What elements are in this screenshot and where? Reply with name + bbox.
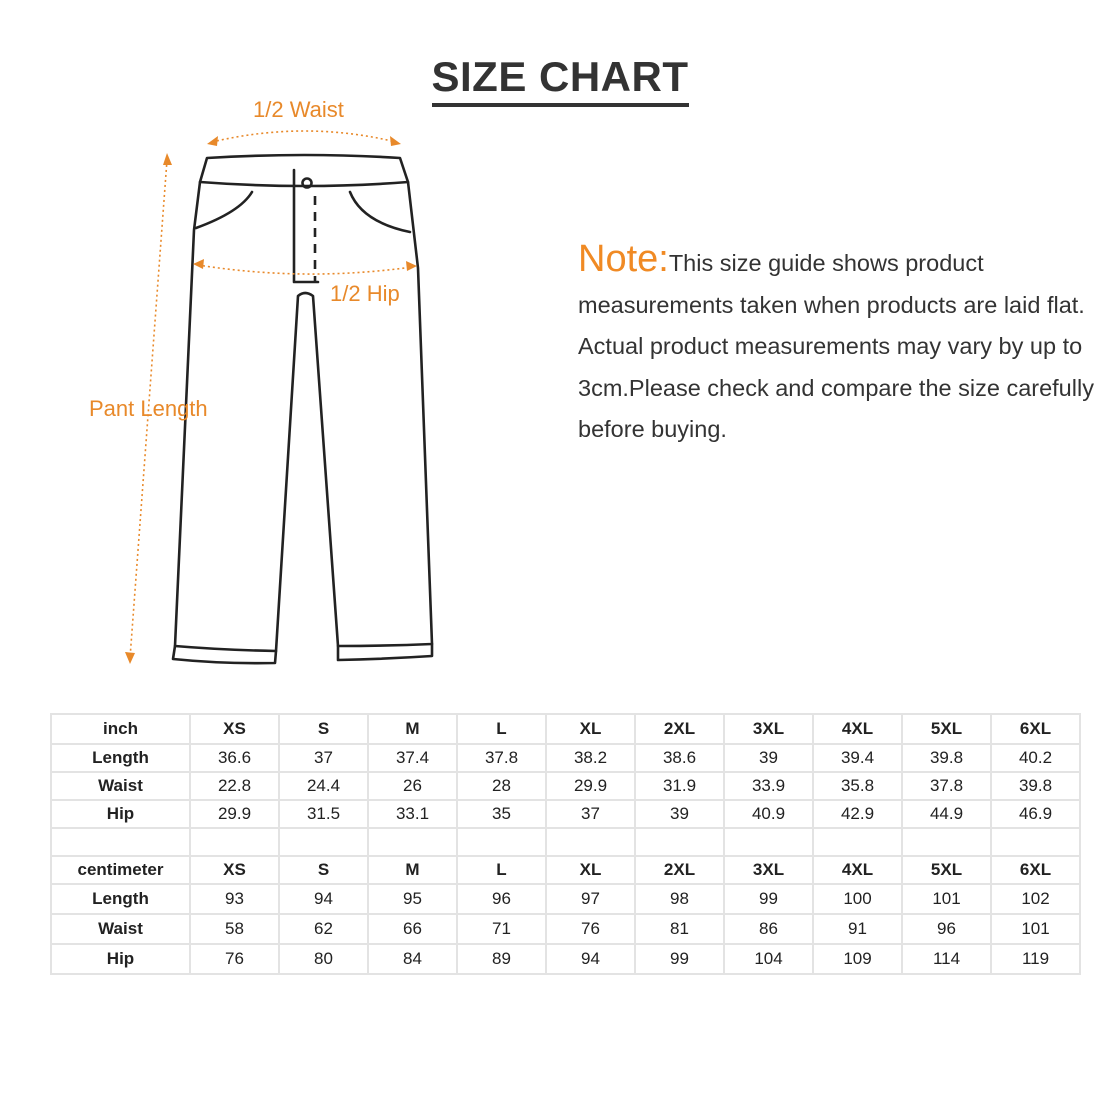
size-header: 5XL [903,857,992,885]
table-cell: 99 [725,885,814,915]
table-cell: 26 [369,773,458,801]
table-cell: 119 [992,945,1081,975]
table-cell: 102 [992,885,1081,915]
spacer-cell [50,829,191,857]
pant-length-label: Pant Length [89,396,208,421]
table-cell: 29.9 [191,801,280,829]
pants-diagram [0,0,560,700]
table-cell: 58 [191,915,280,945]
table-cell: 46.9 [992,801,1081,829]
table-cell: 44.9 [903,801,992,829]
row-label: Hip [50,945,191,975]
table-cell: 36.6 [191,745,280,773]
row-label: Waist [50,915,191,945]
table-row [50,745,1081,773]
spacer-cell [280,829,369,857]
size-header: XL [547,713,636,745]
table-cell: 101 [992,915,1081,945]
table-row [50,801,1081,829]
table-cell: 29.9 [547,773,636,801]
table-cell: 35 [458,801,547,829]
size-header: 6XL [992,713,1081,745]
spacer-cell [369,829,458,857]
spacer-cell [547,829,636,857]
size-header: 4XL [814,713,903,745]
table-cell: 96 [903,915,992,945]
table-cell: 33.9 [725,773,814,801]
table-cell: 39 [636,801,725,829]
table-cell: 39 [725,745,814,773]
table-cell: 39.4 [814,745,903,773]
table-cell: 37 [280,745,369,773]
table-cell: 98 [636,885,725,915]
size-header: S [280,857,369,885]
size-table [50,713,1081,975]
table-cell: 37.8 [458,745,547,773]
table-cell: 99 [636,945,725,975]
table-cell: 81 [636,915,725,945]
size-header: 3XL [725,713,814,745]
table-row [50,773,1081,801]
table-cell: 40.2 [992,745,1081,773]
table-cell: 76 [547,915,636,945]
table-cell: 37.4 [369,745,458,773]
size-header: 4XL [814,857,903,885]
size-header: 6XL [992,857,1081,885]
table-row [50,885,1081,915]
table-cell: 95 [369,885,458,915]
table-cell: 24.4 [280,773,369,801]
table-cell: 37 [547,801,636,829]
table-cell: 84 [369,945,458,975]
spacer-cell [903,829,992,857]
table-spacer-row [50,829,1081,857]
table-cell: 91 [814,915,903,945]
unit-header-cm: centimeter [50,857,191,885]
table-row [50,857,1081,885]
table-cell: 96 [458,885,547,915]
hip-label: 1/2 Hip [330,281,400,306]
page-title: SIZE CHART [432,52,689,107]
table-cell: 35.8 [814,773,903,801]
size-header: 2XL [636,713,725,745]
spacer-cell [636,829,725,857]
table-cell: 100 [814,885,903,915]
table-cell: 86 [725,915,814,945]
table-cell: 31.9 [636,773,725,801]
size-header: 2XL [636,857,725,885]
table-cell: 114 [903,945,992,975]
size-header: XS [191,713,280,745]
unit-header-inch: inch [50,713,191,745]
table-cell: 93 [191,885,280,915]
waist-label: 1/2 Waist [253,97,344,122]
table-cell: 40.9 [725,801,814,829]
row-label: Hip [50,801,191,829]
table-cell: 31.5 [280,801,369,829]
table-cell: 38.2 [547,745,636,773]
spacer-cell [458,829,547,857]
table-cell: 101 [903,885,992,915]
note-label: Note: [578,238,669,280]
row-label: Length [50,885,191,915]
table-cell: 37.8 [903,773,992,801]
table-cell: 33.1 [369,801,458,829]
spacer-cell [992,829,1081,857]
table-cell: 42.9 [814,801,903,829]
size-header: 3XL [725,857,814,885]
table-cell: 109 [814,945,903,975]
size-header: XL [547,857,636,885]
table-cell: 97 [547,885,636,915]
table-cell: 39.8 [992,773,1081,801]
spacer-cell [191,829,280,857]
spacer-cell [725,829,814,857]
table-cell: 39.8 [903,745,992,773]
table-cell: 80 [280,945,369,975]
table-cell: 62 [280,915,369,945]
note-text: This size guide shows product measurements taken when products are laid flat. Actual product measurements may vary by up to 3cm.Please check and compare the size carefully before buying. [578,250,1094,442]
size-header: S [280,713,369,745]
table-cell: 76 [191,945,280,975]
table-cell: 89 [458,945,547,975]
table-cell: 66 [369,915,458,945]
table-cell: 22.8 [191,773,280,801]
spacer-cell [814,829,903,857]
table-row [50,945,1081,975]
size-header: L [458,857,547,885]
size-header: 5XL [903,713,992,745]
table-cell: 28 [458,773,547,801]
note-block [578,240,1098,451]
size-header: L [458,713,547,745]
size-header: M [369,857,458,885]
size-header: XS [191,857,280,885]
table-cell: 38.6 [636,745,725,773]
table-cell: 94 [547,945,636,975]
table-cell: 104 [725,945,814,975]
table-cell: 71 [458,915,547,945]
table-row [50,915,1081,945]
row-label: Length [50,745,191,773]
table-cell: 94 [280,885,369,915]
size-header: M [369,713,458,745]
table-row [50,713,1081,745]
row-label: Waist [50,773,191,801]
